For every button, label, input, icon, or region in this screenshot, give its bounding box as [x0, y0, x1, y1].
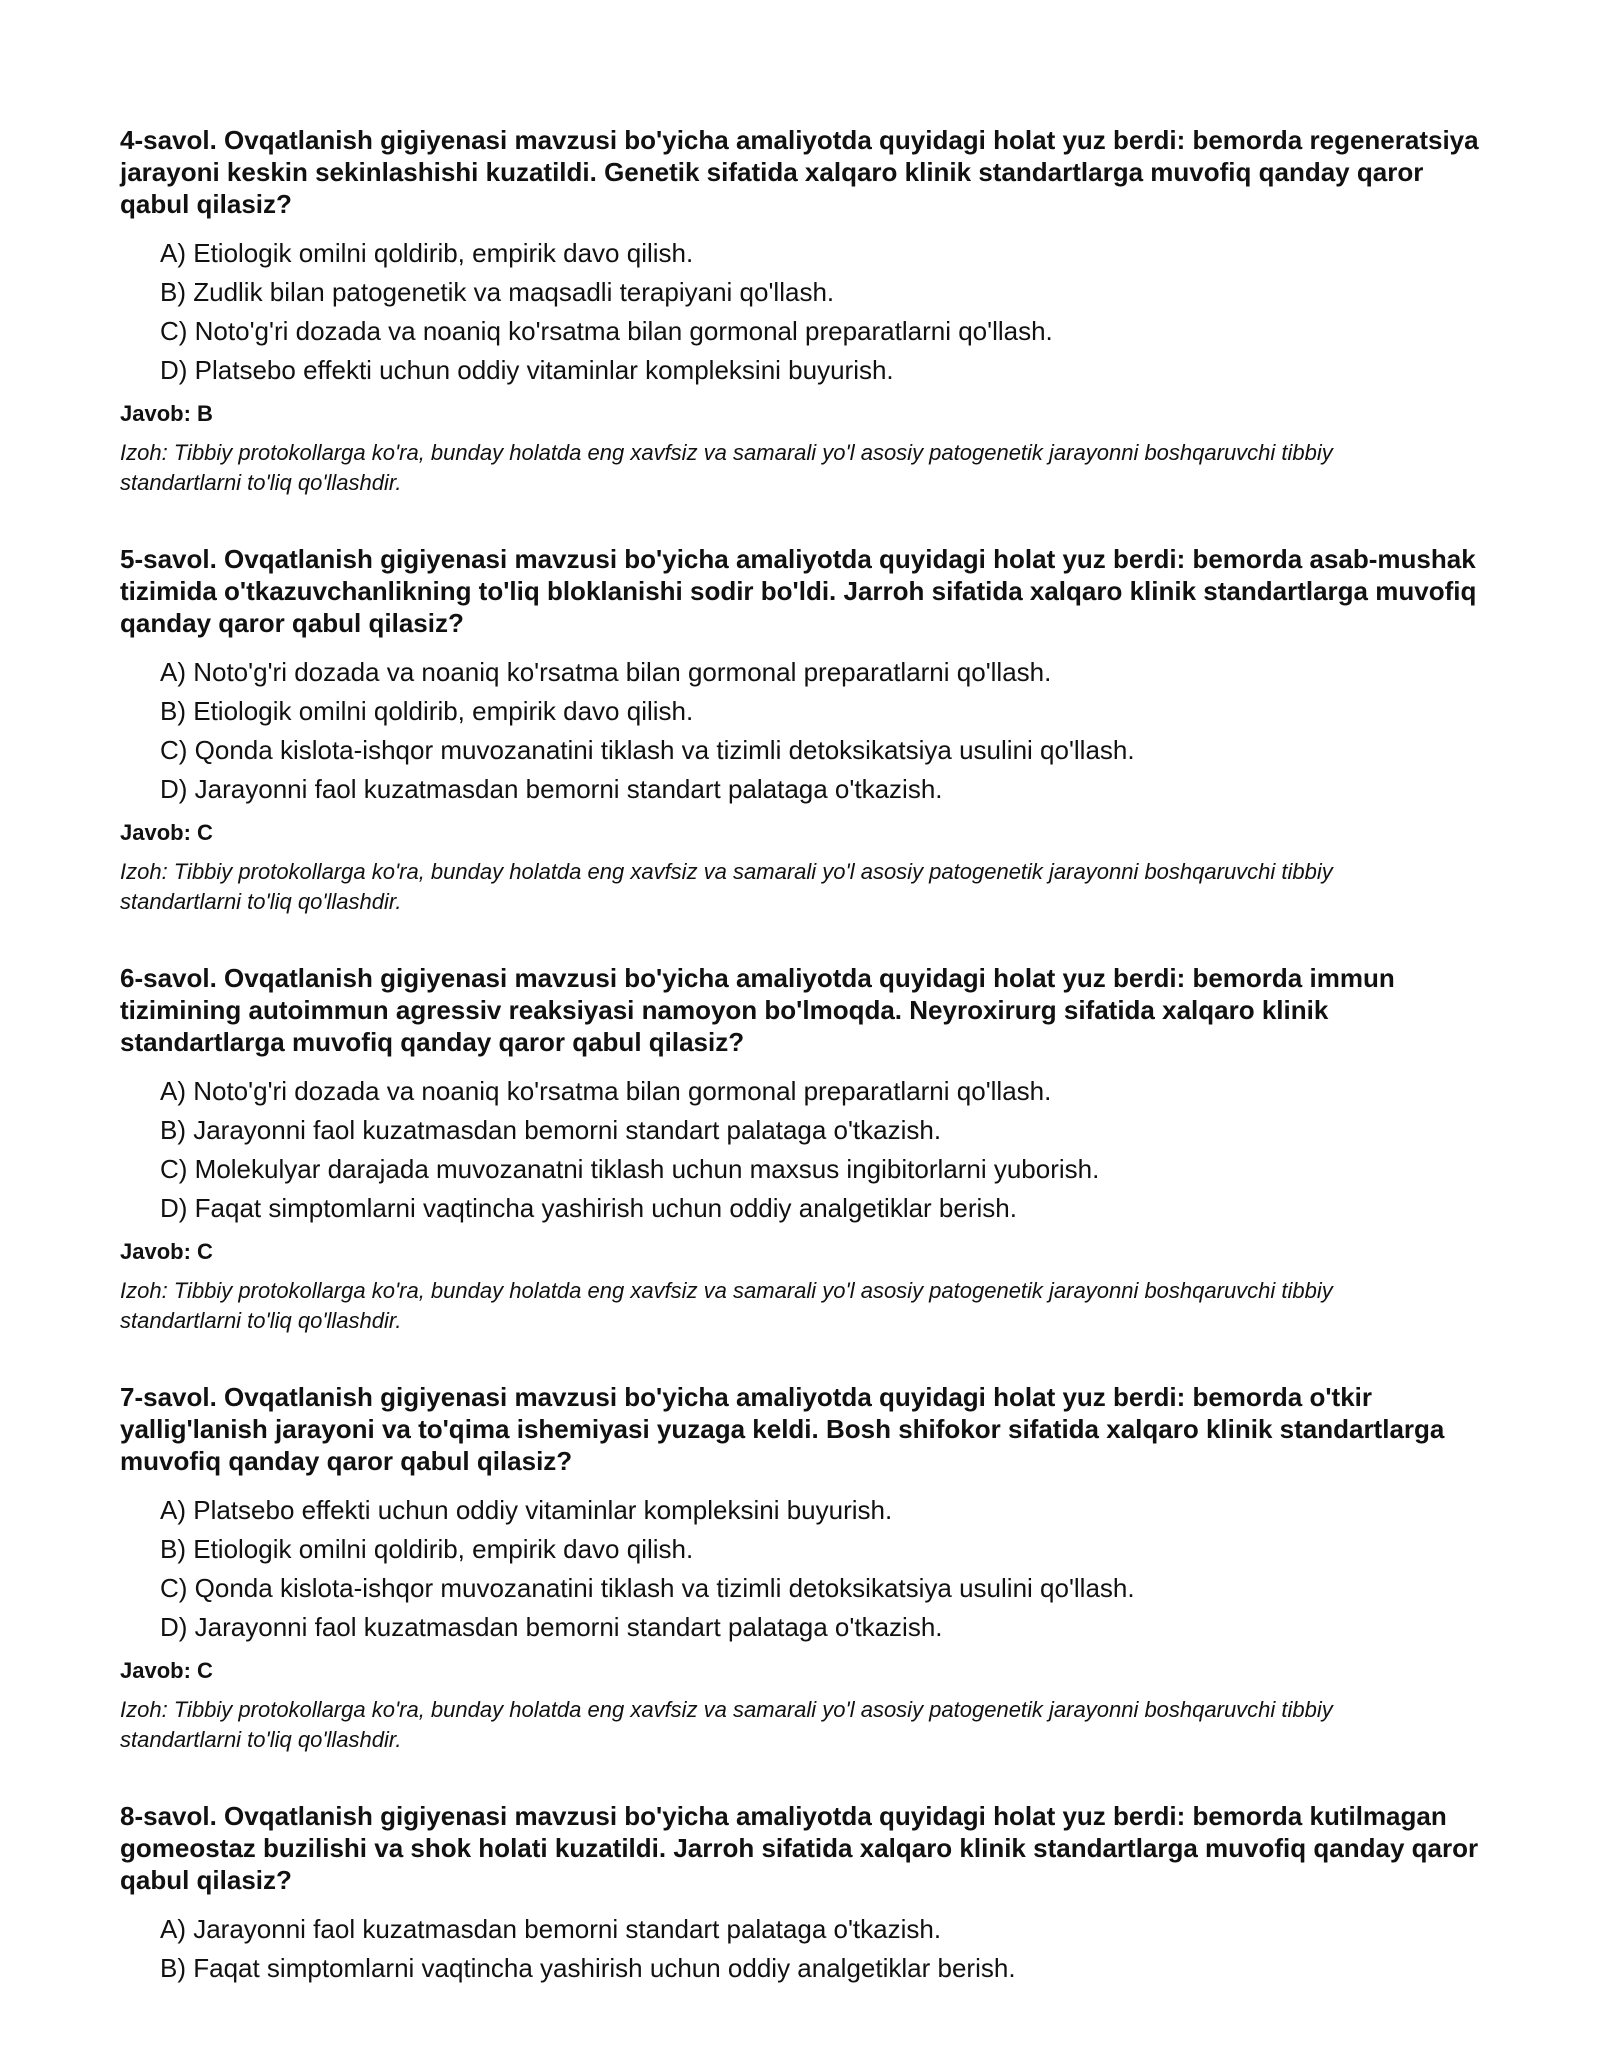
question-6: [120, 962, 1490, 1336]
answer: Javob: C: [120, 1239, 213, 1264]
question-5: [120, 543, 1490, 917]
answer: Javob: B: [120, 401, 213, 426]
option-d: D) Jarayonni faol kuzatmasdan bemorni standart palataga o'tkazish.: [160, 1612, 943, 1642]
option-a: A) Etiologik omilni qoldirib, empirik davo qilish.: [160, 238, 694, 268]
question-title: 6-savol. Ovqatlanish gigiyenasi mavzusi bo'yicha amaliyotda quyidagi holat yuz berdi: bemorda immun tizimining autoimmun agressiv reaksiyasi namoyon bo'lmoqda. Neyroxirurg sifatida xalqaro klinik standartlarga muvofiq qanday qaror qabul qilasiz?: [120, 963, 1395, 1057]
option-c: C) Qonda kislota-ishqor muvozanatini tiklash va tizimli detoksikatsiya usulini qo'llash.: [160, 735, 1135, 765]
option-list: [160, 653, 1490, 809]
question-title: 7-savol. Ovqatlanish gigiyenasi mavzusi bo'yicha amaliyotda quyidagi holat yuz berdi: bemorda o'tkir yallig'lanish jarayoni va to'qima ishemiyasi yuzaga keldi. Bosh shifokor sifatida xalqaro klinik standartlarga muvofiq qanday qaror qabul qilasiz?: [120, 1382, 1445, 1476]
question-title: 8-savol. Ovqatlanish gigiyenasi mavzusi bo'yicha amaliyotda quyidagi holat yuz berdi: bemorda kutilmagan gomeostaz buzilishi va shok holati kuzatildi. Jarroh sifatida xalqaro klinik standartlarga muvofiq qanday qaror qabul qilasiz?: [120, 1801, 1479, 1895]
explanation-note: Izoh: Tibbiy protokollarga ko'ra, bunday holatda eng xavfsiz va samarali yo'l asosiy patogenetik jarayonni boshqaruvchi tibbiy standartlarni to'liq qo'llashdir.: [120, 440, 1333, 495]
question-7: [120, 1381, 1490, 1755]
option-list: [160, 234, 1490, 390]
option-c: C) Qonda kislota-ishqor muvozanatini tiklash va tizimli detoksikatsiya usulini qo'llash.: [160, 1573, 1135, 1603]
question-8: [120, 1800, 1490, 1988]
option-d: D) Jarayonni faol kuzatmasdan bemorni standart palataga o'tkazish.: [160, 774, 943, 804]
option-a: A) Platsebo effekti uchun oddiy vitaminlar kompleksini buyurish.: [160, 1495, 893, 1525]
answer: Javob: C: [120, 1658, 213, 1683]
option-a: A) Jarayonni faol kuzatmasdan bemorni standart palataga o'tkazish.: [160, 1914, 942, 1944]
option-list: [160, 1491, 1490, 1647]
explanation-note: Izoh: Tibbiy protokollarga ko'ra, bunday holatda eng xavfsiz va samarali yo'l asosiy patogenetik jarayonni boshqaruvchi tibbiy standartlarni to'liq qo'llashdir.: [120, 1697, 1333, 1752]
option-b: B) Faqat simptomlarni vaqtincha yashirish uchun oddiy analgetiklar berish.: [160, 1953, 1016, 1983]
option-d: D) Faqat simptomlarni vaqtincha yashirish uchun oddiy analgetiklar berish.: [160, 1193, 1017, 1223]
answer: Javob: C: [120, 820, 213, 845]
explanation-note: Izoh: Tibbiy protokollarga ko'ra, bunday holatda eng xavfsiz va samarali yo'l asosiy patogenetik jarayonni boshqaruvchi tibbiy standartlarni to'liq qo'llashdir.: [120, 1278, 1333, 1333]
option-b: B) Etiologik omilni qoldirib, empirik davo qilish.: [160, 696, 694, 726]
option-c: C) Molekulyar darajada muvozanatni tiklash uchun maxsus ingibitorlarni yuborish.: [160, 1154, 1100, 1184]
option-b: B) Etiologik omilni qoldirib, empirik davo qilish.: [160, 1534, 694, 1564]
option-c: C) Noto'g'ri dozada va noaniq ko'rsatma bilan gormonal preparatlarni qo'llash.: [160, 316, 1053, 346]
option-list: [160, 1910, 1490, 1988]
option-list: [160, 1072, 1490, 1228]
question-title: 5-savol. Ovqatlanish gigiyenasi mavzusi bo'yicha amaliyotda quyidagi holat yuz berdi: bemorda asab-mushak tizimida o'tkazuvchanlikning to'liq bloklanishi sodir bo'ldi. Jarroh sifatida xalqaro klinik standartlarga muvofiq qanday qaror qabul qilasiz?: [120, 544, 1477, 638]
question-4: [120, 124, 1490, 498]
question-title: 4-savol. Ovqatlanish gigiyenasi mavzusi bo'yicha amaliyotda quyidagi holat yuz berdi: bemorda regeneratsiya jarayoni keskin sekinlashishi kuzatildi. Genetik sifatida xalqaro klinik standartlarga muvofiq qanday qaror qabul qilasiz?: [120, 125, 1479, 219]
option-b: B) Jarayonni faol kuzatmasdan bemorni standart palataga o'tkazish.: [160, 1115, 942, 1145]
option-b: B) Zudlik bilan patogenetik va maqsadli terapiyani qo'llash.: [160, 277, 835, 307]
option-a: A) Noto'g'ri dozada va noaniq ko'rsatma bilan gormonal preparatlarni qo'llash.: [160, 1076, 1052, 1106]
option-d: D) Platsebo effekti uchun oddiy vitaminlar kompleksini buyurish.: [160, 355, 894, 385]
explanation-note: Izoh: Tibbiy protokollarga ko'ra, bunday holatda eng xavfsiz va samarali yo'l asosiy patogenetik jarayonni boshqaruvchi tibbiy standartlarni to'liq qo'llashdir.: [120, 859, 1333, 914]
document-page: [120, 124, 1490, 2033]
option-a: A) Noto'g'ri dozada va noaniq ko'rsatma bilan gormonal preparatlarni qo'llash.: [160, 657, 1052, 687]
